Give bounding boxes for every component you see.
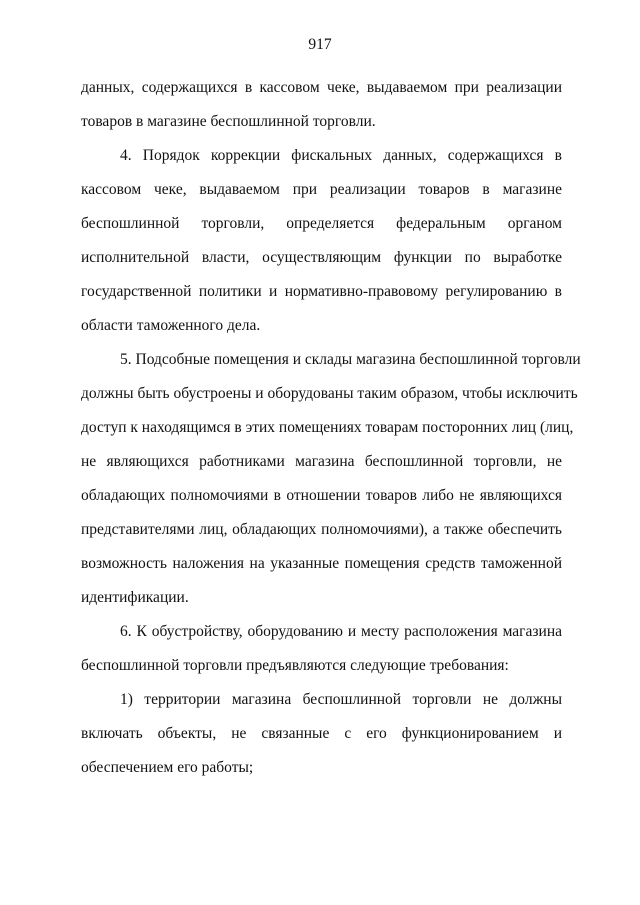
- text-line: обеспечением его работы;: [81, 759, 254, 776]
- text-line: данных, содержащихся в кассовом чеке, выдаваемом при реализации: [81, 79, 562, 96]
- text-line: идентификации.: [81, 589, 189, 606]
- text-line: 4. Порядок коррекции фискальных данных, содержащихся в: [120, 147, 562, 164]
- text-line: исполнительной власти, осуществляющим функции по выработке: [81, 249, 562, 266]
- paragraph-6: [81, 615, 562, 683]
- paragraph-6-item-1: [81, 683, 562, 785]
- page-number: 917: [308, 36, 332, 53]
- text-line: не являющихся работниками магазина беспошлинной торговли, не: [81, 453, 562, 470]
- document-body: [81, 71, 581, 785]
- paragraph-continuation: [81, 71, 562, 139]
- text-line: доступ к находящимся в этих помещениях товарам посторонних лиц (лиц,: [81, 419, 574, 436]
- text-line: возможность наложения на указанные помещения средств таможенной: [81, 555, 562, 572]
- text-line: государственной политики и нормативно-правовому регулированию в: [81, 283, 562, 300]
- text-line: 5. Подсобные помещения и склады магазина беспошлинной торговли: [120, 351, 581, 368]
- paragraph-5: [81, 343, 581, 615]
- text-line: включать объекты, не связанные с его функционированием и: [81, 725, 562, 742]
- text-line: области таможенного дела.: [81, 317, 261, 334]
- text-line: беспошлинной торговли, определяется федеральным органом: [81, 215, 562, 232]
- text-line: должны быть обустроены и оборудованы таким образом, чтобы исключить: [81, 385, 578, 402]
- text-line: беспошлинной торговли предъявляются следующие требования:: [81, 657, 509, 674]
- text-line: 6. К обустройству, оборудованию и месту расположения магазина: [120, 623, 562, 640]
- text-line: 1) территории магазина беспошлинной торговли не должны: [120, 691, 562, 708]
- text-line: представителями лиц, обладающих полномочиями), а также обеспечить: [81, 521, 562, 538]
- text-line: товаров в магазине беспошлинной торговли.: [81, 113, 376, 130]
- paragraph-4: [81, 139, 562, 343]
- text-line: кассовом чеке, выдаваемом при реализации товаров в магазине: [81, 181, 562, 198]
- text-line: обладающих полномочиями в отношении товаров либо не являющихся: [81, 487, 562, 504]
